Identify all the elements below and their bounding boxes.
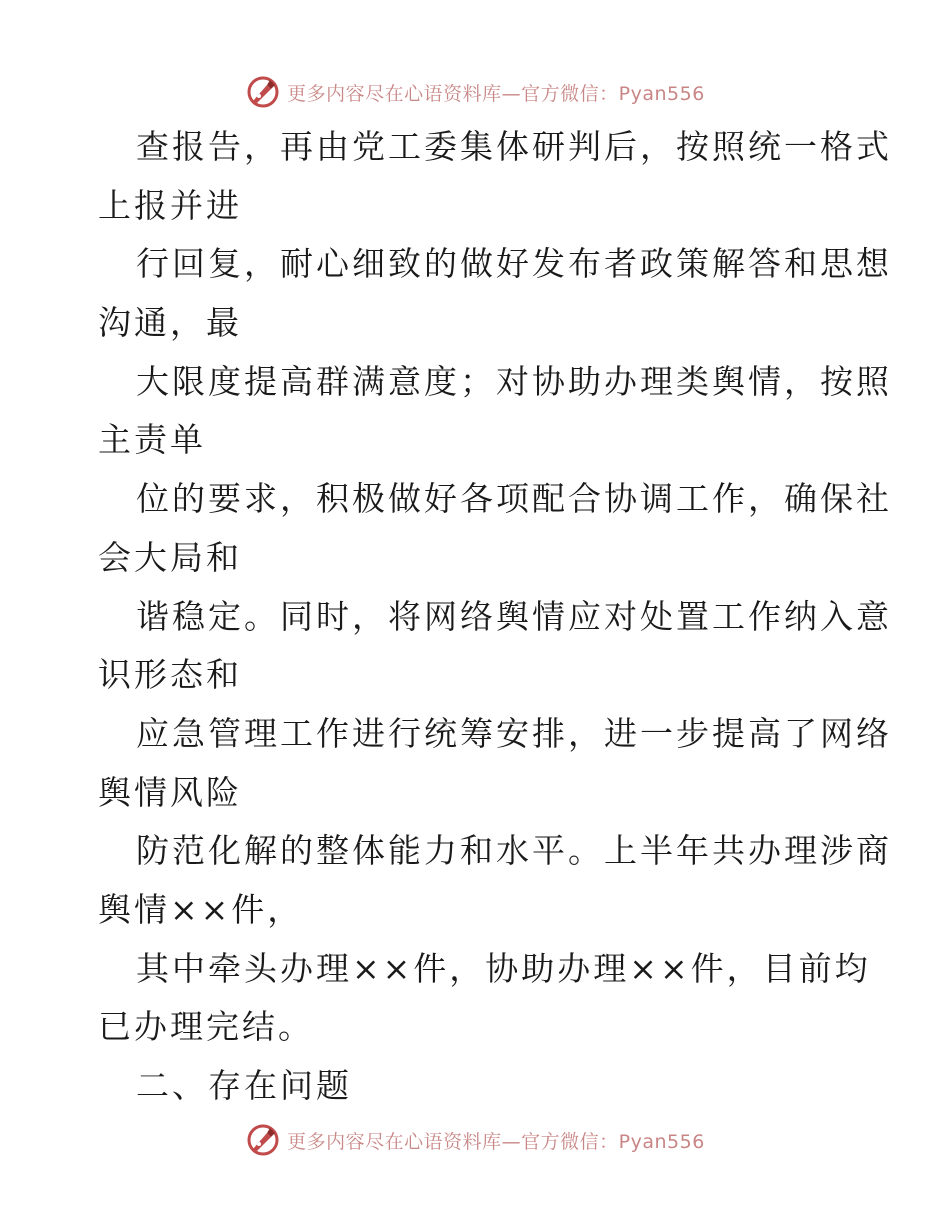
header-watermark xyxy=(0,72,950,112)
text-line: 二、存在问题 xyxy=(136,1066,352,1105)
text-line: 已办理完结。 xyxy=(98,1007,314,1047)
text-line: 大限度提高群满意度；对协助办理类舆情，按照 xyxy=(136,361,892,401)
watermark-text: 更多内容尽在心语资料库—官方微信：Pyan556 xyxy=(287,82,705,105)
text-line: 行回复，耐心细致的做好发布者政策解答和思想 xyxy=(136,244,892,284)
text-line: 位的要求，积极做好各项配合协调工作，确保社 xyxy=(136,479,892,519)
text-line: 舆情风险 xyxy=(98,772,242,812)
text-line: 防范化解的整体能力和水平。上半年共办理涉商 xyxy=(136,831,892,871)
pen-logo-icon xyxy=(245,74,281,110)
text-line: 识形态和 xyxy=(98,655,242,695)
text-line: 谐稳定。同时，将网络舆情应对处置工作纳入意 xyxy=(136,596,892,636)
text-line: 主责单 xyxy=(98,420,206,460)
watermark-text: 更多内容尽在心语资料库—官方微信：Pyan556 xyxy=(287,1130,705,1153)
text-line: 舆情××件， xyxy=(98,889,304,929)
text-line: 应急管理工作进行统筹安排，进一步提高了网络 xyxy=(136,713,892,753)
footer-watermark xyxy=(0,1120,950,1160)
pen-logo-icon xyxy=(245,1122,281,1158)
document-body xyxy=(98,118,892,1116)
text-line: 会大局和 xyxy=(98,537,242,577)
text-line: 其中牵头办理××件，协助办理××件，目前均 xyxy=(136,948,871,988)
text-line: 上报并进 xyxy=(98,185,242,225)
text-line: 沟通，最 xyxy=(98,303,242,343)
text-line: 查报告，再由党工委集体研判后，按照统一格式 xyxy=(136,127,892,166)
